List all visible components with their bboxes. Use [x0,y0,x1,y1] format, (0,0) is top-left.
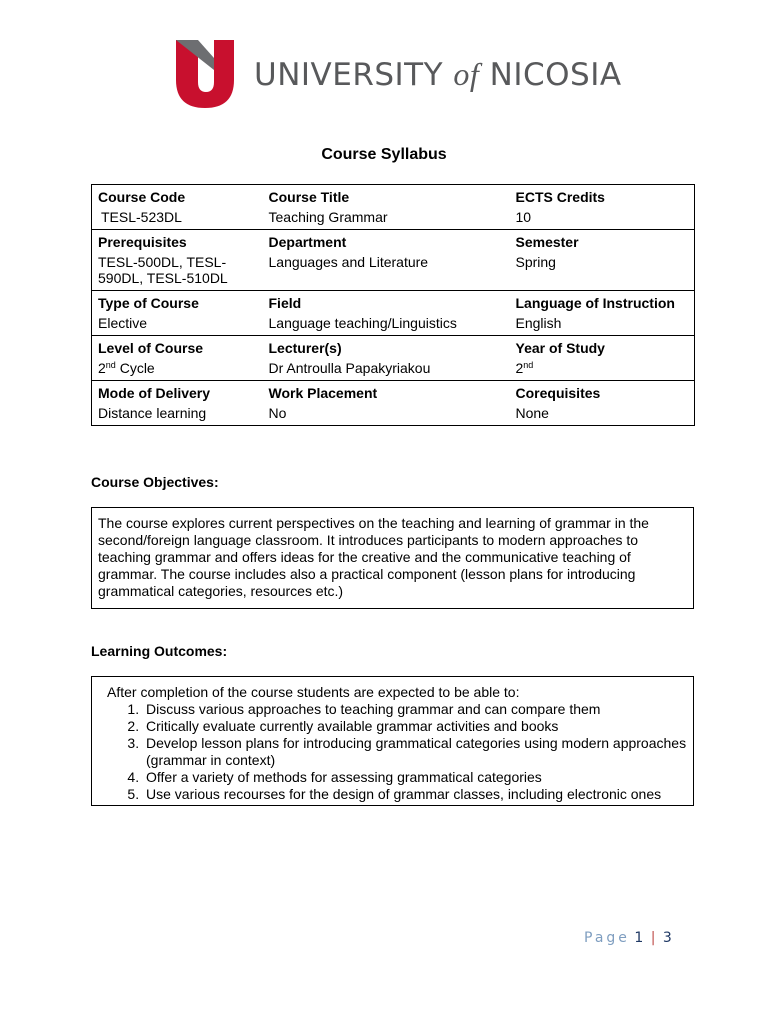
table-row [92,403,695,426]
year-value [510,358,695,381]
prerequisites-line-1: TESL-500DL, TESL- [98,254,227,270]
year-label: Year of Study [510,336,695,359]
course-code-value: TESL-523DL [101,209,182,225]
table-row [92,230,695,253]
semester-value: Spring [515,254,556,270]
level-label: Level of Course [92,336,263,359]
logo-text-of: of [453,56,480,92]
table-row [92,381,695,404]
level-number: 2 [98,360,106,376]
page-total: 3 [662,930,672,946]
prerequisites-label: Prerequisites [92,230,263,253]
prerequisites-line-2: 590DL, TESL-510DL [98,270,228,286]
table-row [92,207,695,230]
table-row [92,358,695,381]
level-ordinal: nd [105,360,116,370]
lecturer-value: Dr Antroulla Papakyriakou [268,360,431,376]
language-value: English [515,315,562,331]
page-title: Course Syllabus [321,146,447,163]
table-row [92,185,695,208]
university-shield-icon [176,40,236,108]
table-row [92,291,695,314]
type-label: Type of Course [92,291,263,314]
placement-value: No [268,405,287,421]
list-item: 1. Discuss various approaches to teaching grammar and can compare them [143,701,687,718]
placement-label: Work Placement [263,381,510,404]
outcomes-box [91,676,694,806]
course-title-label: Course Title [268,189,350,205]
list-item: 2. Critically evaluate currently available grammar activities and books [143,718,687,735]
page-number: 1 [634,930,644,946]
list-item: 4. Offer a variety of methods for assessing grammatical categories [143,769,687,786]
delivery-label: Mode of Delivery [92,381,263,404]
university-logo [176,40,622,108]
department-label: Department [263,230,510,253]
page-separator: | [650,930,656,946]
corequisites-label: Corequisites [510,381,695,404]
corequisites-value: None [515,405,549,421]
objectives-heading: Course Objectives: [91,474,219,490]
year-number: 2 [515,360,524,376]
field-value: Language teaching/Linguistics [268,315,457,331]
course-title-value: Teaching Grammar [268,209,388,225]
objectives-text: The course explores current perspectives on the teaching and learning of grammar in the second/foreign language classroom. It introduces participants to modern approaches to teaching grammar and offers ideas for the creative and the communicative teaching of grammar. The course includes also a practical component (lesson plans for introducing grammatical categories, resources etc.) [98,515,649,599]
logo-wordmark [254,54,622,95]
outcomes-list [107,701,687,803]
language-label: Language of Instruction [510,291,695,314]
course-code-label: Course Code [98,189,186,205]
logo-text-university: UNIVERSITY [254,57,444,93]
logo-text-nicosia: NICOSIA [489,57,622,93]
page-word: Page [584,930,630,946]
delivery-value: Distance learning [98,405,207,421]
outcomes-heading: Learning Outcomes: [91,643,228,659]
prerequisites-value [92,252,263,291]
ects-value: 10 [515,209,532,225]
year-ordinal: nd [523,360,534,370]
table-row [92,336,695,359]
table-row [92,313,695,336]
course-info-table [91,184,695,426]
level-suffix: Cycle [115,360,155,376]
type-value: Elective [98,315,148,331]
outcomes-intro: After completion of the course students are expected to be able to: [107,684,520,700]
semester-label: Semester [510,230,695,253]
department-value: Languages and Literature [268,254,429,270]
table-row [92,252,695,291]
list-item: 5. Use various recourses for the design of grammar classes, including electronic ones [143,786,687,803]
ects-label: ECTS Credits [515,189,605,205]
level-value [92,358,263,381]
page-footer [584,930,672,946]
objectives-box [91,507,694,609]
lecturer-label: Lecturer(s) [263,336,510,359]
list-item: 3. Develop lesson plans for introducing grammatical categories using modern approaches (grammar in context) [143,735,687,769]
field-label: Field [263,291,510,314]
